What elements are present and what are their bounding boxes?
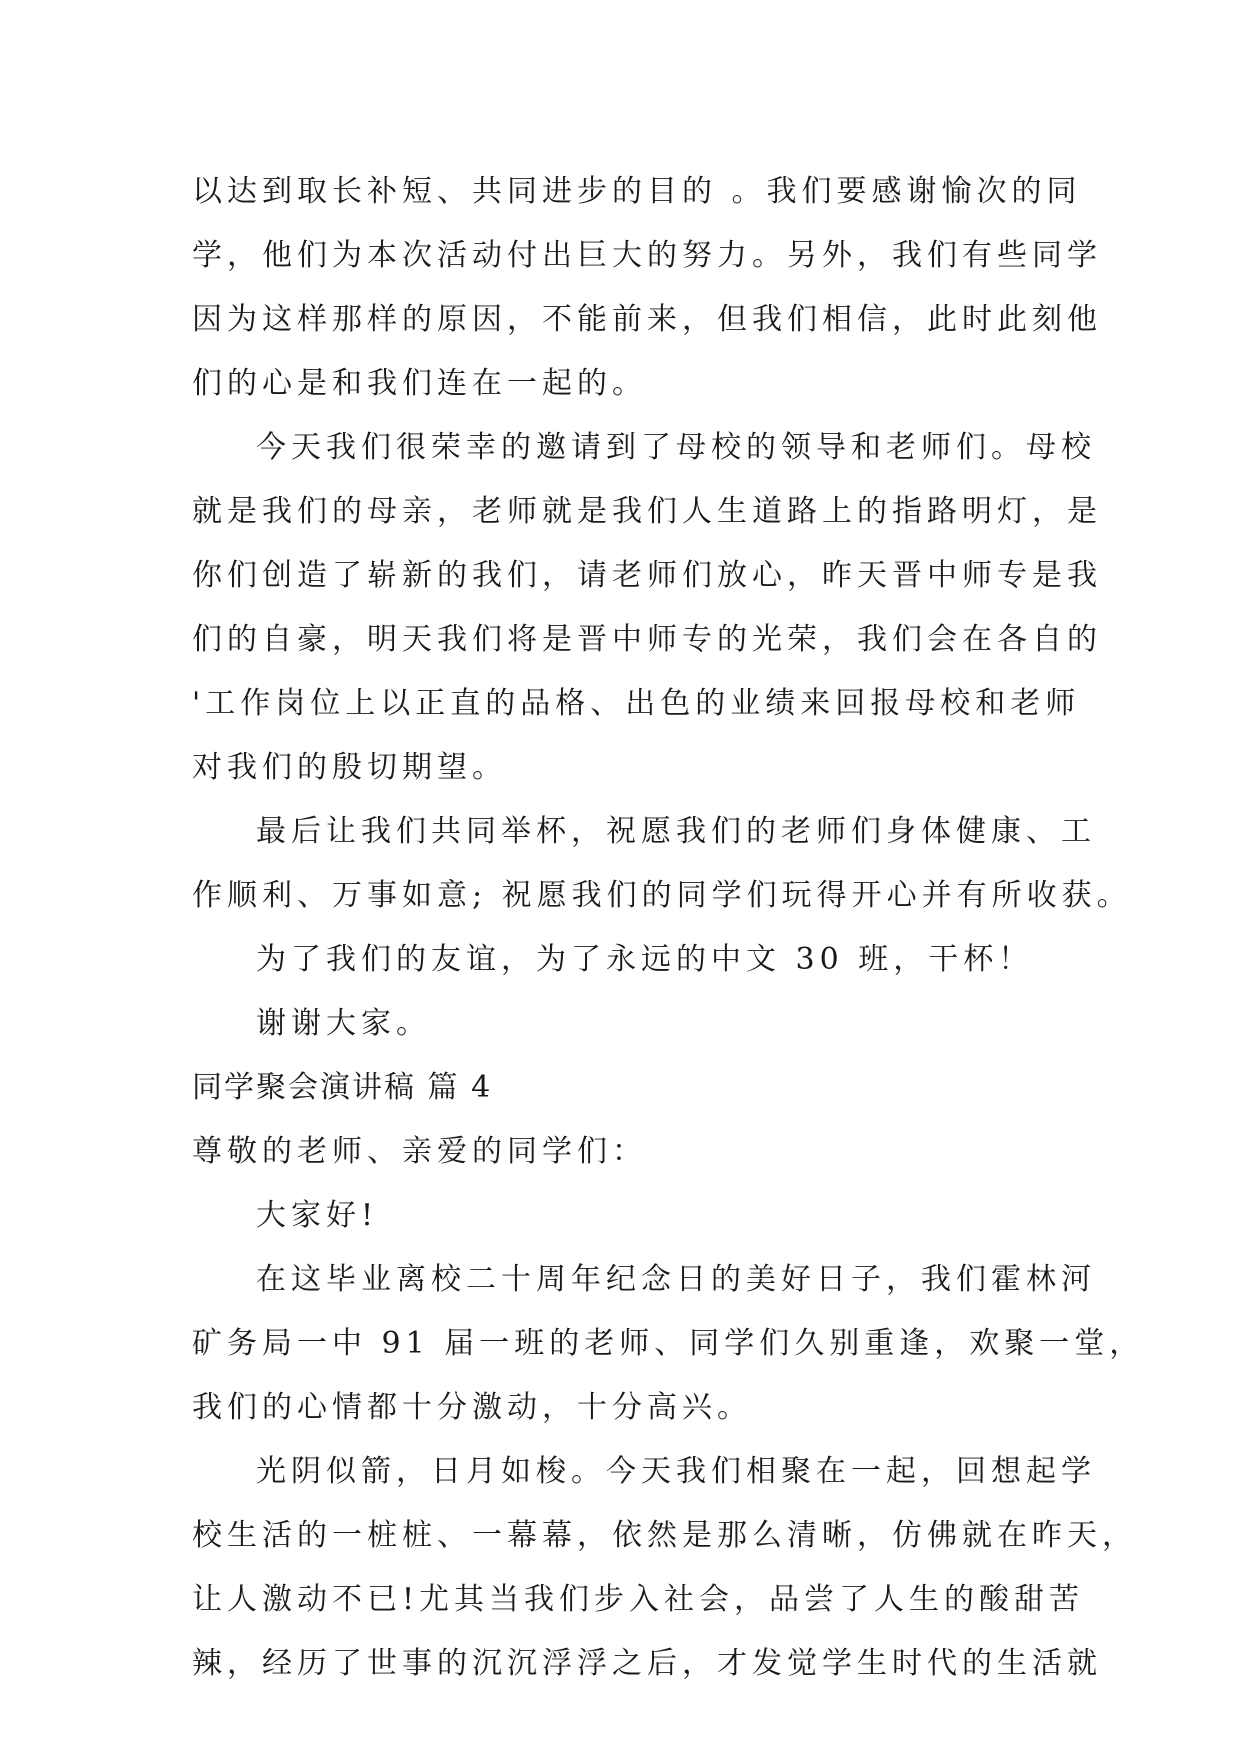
- text-line: 今天我们很荣幸的邀请到了母校的领导和老师们。母校: [256, 430, 1096, 465]
- text-line: 你们创造了崭新的我们，请老师们放心，昨天晋中师专是我: [192, 558, 1102, 593]
- text-line: 矿务局一中 91 届一班的老师、同学们久别重逢，欢聚一堂，: [192, 1326, 1145, 1361]
- text-line: 们的心是和我们连在一起的。: [192, 366, 647, 401]
- text-line: 辣，经历了世事的沉沉浮浮之后，才发觉学生时代的生活就: [192, 1646, 1102, 1681]
- text-line: 光阴似箭，日月如梭。今天我们相聚在一起，回想起学: [256, 1454, 1096, 1489]
- text-line: 在这毕业离校二十周年纪念日的美好日子，我们霍林河: [256, 1262, 1096, 1297]
- text-line: 以达到取长补短、共同进步的目的 。我们要感谢愉次的同: [192, 174, 1082, 209]
- text-line: 最后让我们共同举杯，祝愿我们的老师们身体健康、工: [256, 814, 1096, 849]
- text-line: 校生活的一桩桩、一幕幕，依然是那么清晰，仿佛就在昨天，: [192, 1518, 1137, 1553]
- text-line: 们的自豪，明天我们将是晋中师专的光荣，我们会在各自的: [192, 622, 1102, 657]
- text-line: 谢谢大家。: [256, 1006, 431, 1041]
- section-heading: 同学聚会演讲稿 篇 4: [192, 1070, 493, 1105]
- text-line: 学，他们为本次活动付出巨大的努力。另外，我们有些同学: [192, 238, 1102, 273]
- text-line: '工作岗位上以正直的品格、出色的业绩来回报母校和老师: [192, 686, 1081, 721]
- text-line: 就是我们的母亲，老师就是我们人生道路上的指路明灯，是: [192, 494, 1102, 529]
- text-line: 因为这样那样的原因，不能前来，但我们相信，此时此刻他: [192, 302, 1102, 337]
- text-line: 大家好!: [256, 1198, 379, 1233]
- text-line: 让人激动不已!尤其当我们步入社会，品尝了人生的酸甜苦: [192, 1582, 1085, 1617]
- document-body: [192, 160, 1145, 1696]
- text-line: 为了我们的友谊，为了永远的中文 30 班，干杯！: [256, 942, 1034, 977]
- text-line: 作顺利、万事如意; 祝愿我们的同学们玩得开心并有所收获。: [192, 878, 1132, 913]
- text-line: 我们的心情都十分激动，十分高兴。: [192, 1390, 752, 1425]
- text-line: 对我们的殷切期望。: [192, 750, 507, 785]
- text-line: 尊敬的老师、亲爱的同学们：: [192, 1134, 647, 1169]
